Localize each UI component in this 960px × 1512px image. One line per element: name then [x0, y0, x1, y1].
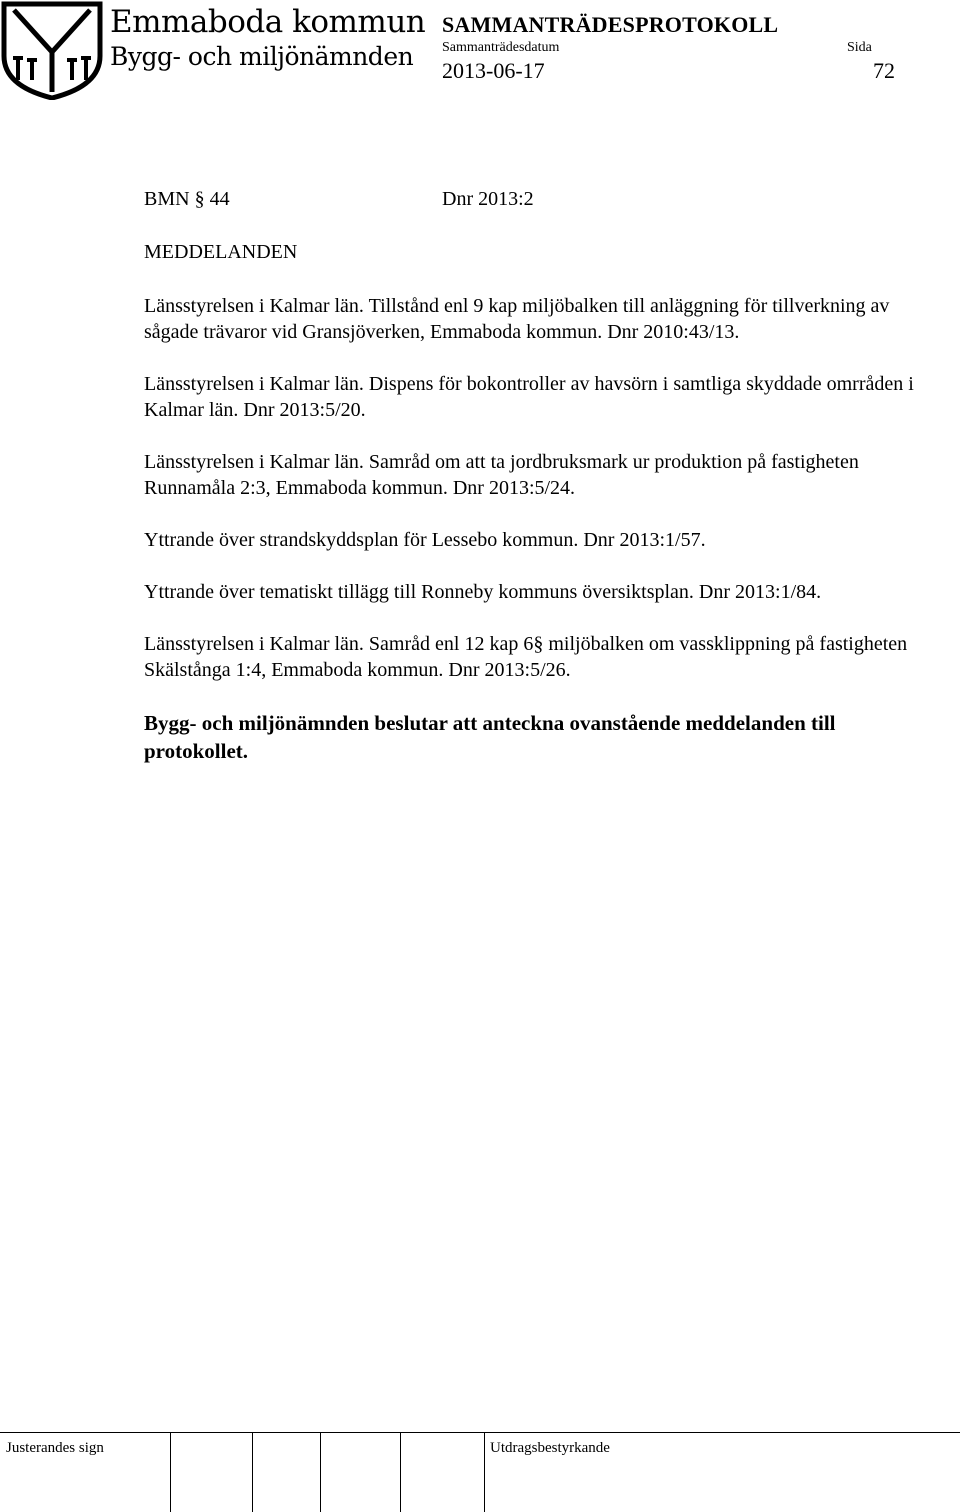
protocol-title: SAMMANTRÄDESPROTOKOLL — [442, 12, 779, 37]
signature-box-divider — [252, 1432, 253, 1512]
municipality-logo — [0, 0, 104, 100]
notice-item: Länsstyrelsen i Kalmar län. Tillstånd enl 9 kap miljöbalken till anläggning för tillverkning av sågade trävaror vid Gransjöverken, Emmaboda kommun. Dnr 2010:43/13. — [144, 295, 890, 343]
case-dnr: Dnr 2013:2 — [442, 188, 534, 210]
signature-box-divider — [400, 1432, 401, 1512]
case-line — [144, 186, 934, 212]
sign-label: Justerandes sign — [6, 1440, 104, 1456]
signature-box-divider — [320, 1432, 321, 1512]
notice-item: Länsstyrelsen i Kalmar län. Dispens för bokontroller av havsörn i samtliga skyddade omrråden i Kalmar län. Dnr 2013:5/20. — [144, 373, 914, 421]
page-number: 72 — [873, 58, 895, 83]
notice-item: Yttrande över strandskyddsplan för Lessebo kommun. Dnr 2013:1/57. — [144, 529, 706, 551]
department-name: Bygg- och miljönämnden — [110, 42, 414, 71]
notice-item: Yttrande över tematiskt tillägg till Ronneby kommuns översiktsplan. Dnr 2013:1/84. — [144, 581, 822, 603]
extract-label: Utdragsbestyrkande — [490, 1440, 610, 1456]
notice-item: Länsstyrelsen i Kalmar län. Samråd enl 12 kap 6§ miljöbalken om vassklippning på fastigheten Skälstånga 1:4, Emmaboda kommun. Dnr 2013:5/26. — [144, 633, 908, 681]
signature-footer — [0, 1432, 960, 1512]
organization-name: Emmaboda kommun — [110, 4, 426, 40]
document-body — [144, 186, 934, 765]
signature-box-divider — [170, 1432, 171, 1512]
meeting-date: 2013-06-17 — [442, 58, 545, 83]
case-number: BMN § 44 — [144, 188, 230, 210]
signature-box-divider — [484, 1432, 485, 1512]
section-title: MEDDELANDEN — [144, 241, 298, 263]
footer-rule — [0, 1432, 960, 1433]
meeting-date-label: Sammanträdesdatum — [442, 40, 560, 55]
page-label: Sida — [847, 40, 872, 55]
notice-item: Länsstyrelsen i Kalmar län. Samråd om att ta jordbruksmark ur produktion på fastigheten Runnamåla 2:3, Emmaboda kommun. Dnr 2013:5/24. — [144, 451, 859, 499]
decision-text: Bygg- och miljönämnden beslutar att anteckna ovanstående meddelanden till protokollet. — [144, 711, 836, 763]
